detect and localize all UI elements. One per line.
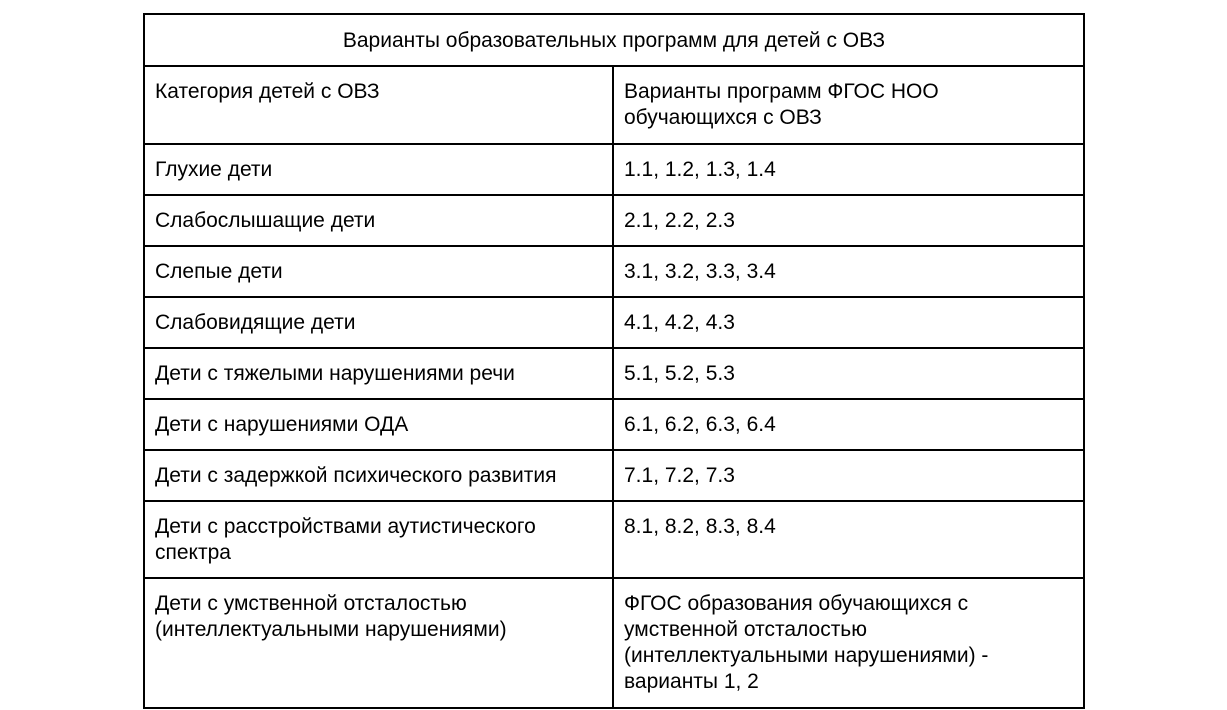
table-row (144, 246, 1084, 297)
variants-cell: 3.1, 3.2, 3.3, 3.4 (613, 246, 1084, 297)
variants-cell: 4.1, 4.2, 4.3 (613, 297, 1084, 348)
programs-table (143, 13, 1085, 709)
category-cell: Дети с расстройствами аутистического спектра (144, 501, 613, 578)
category-cell: Дети с нарушениями ОДА (144, 399, 613, 450)
variants-cell: 6.1, 6.2, 6.3, 6.4 (613, 399, 1084, 450)
table-row (144, 578, 1084, 708)
variants-cell: 1.1, 1.2, 1.3, 1.4 (613, 144, 1084, 195)
header-program-variants: Варианты программ ФГОС НОО обучающихся с ОВЗ (613, 66, 1084, 144)
category-cell: Слабослышащие дети (144, 195, 613, 246)
table-row (144, 297, 1084, 348)
table-title-row (144, 14, 1084, 66)
table-title: Варианты образовательных программ для детей с ОВЗ (144, 14, 1084, 66)
variants-cell: 2.1, 2.2, 2.3 (613, 195, 1084, 246)
category-cell: Слепые дети (144, 246, 613, 297)
table-header-row (144, 66, 1084, 144)
category-cell: Дети с тяжелыми нарушениями речи (144, 348, 613, 399)
table-row (144, 399, 1084, 450)
table-row (144, 501, 1084, 578)
category-cell: Дети с задержкой психического развития (144, 450, 613, 501)
table-row (144, 195, 1084, 246)
category-cell: Слабовидящие дети (144, 297, 613, 348)
variants-cell: 5.1, 5.2, 5.3 (613, 348, 1084, 399)
variants-cell: ФГОС образования обучающихся с умственной отсталостью (интеллектуальными нарушениями) - варианты 1, 2 (613, 578, 1084, 708)
table-row (144, 348, 1084, 399)
category-cell: Дети с умственной отсталостью (интеллектуальными нарушениями) (144, 578, 613, 708)
table-row (144, 144, 1084, 195)
variants-cell: 8.1, 8.2, 8.3, 8.4 (613, 501, 1084, 578)
table-row (144, 450, 1084, 501)
category-cell: Глухие дети (144, 144, 613, 195)
header-category: Категория детей с ОВЗ (144, 66, 613, 144)
variants-cell: 7.1, 7.2, 7.3 (613, 450, 1084, 501)
